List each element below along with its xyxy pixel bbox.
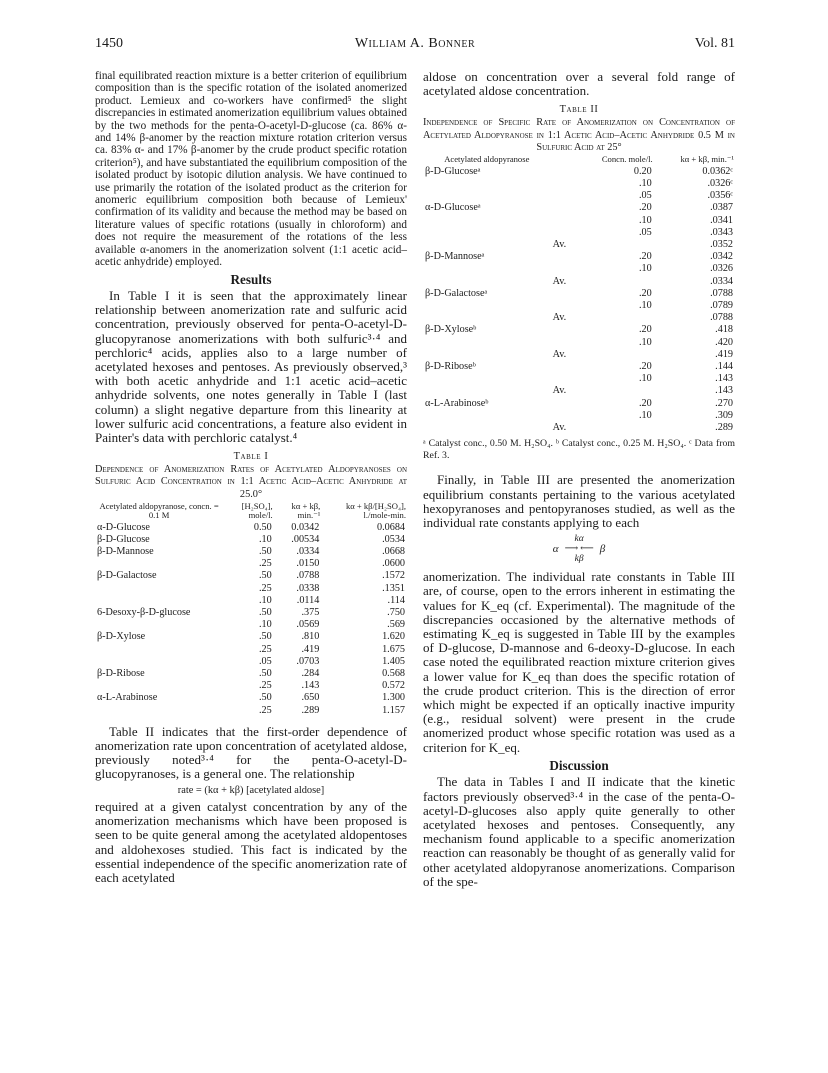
table-cell: .270: [715, 397, 733, 409]
table-cell: .0150: [296, 558, 320, 570]
table-cell: β-D-Ribose: [97, 667, 145, 679]
table-header-cell: kα + kβ, min.⁻¹: [291, 500, 321, 520]
table-cell: [95, 558, 223, 570]
table-header-cell: [551, 155, 577, 166]
table-cell: .144: [715, 361, 733, 373]
table-cell: .0326ᶜ: [707, 177, 733, 189]
table-cell: 0.20: [633, 165, 652, 177]
table-cell: .10: [638, 373, 652, 385]
table-cell: .50: [258, 692, 272, 704]
table-cell: .420: [715, 336, 733, 348]
table-row: [95, 558, 407, 570]
table-cell: .418: [715, 324, 733, 336]
volume-label: Vol. 81: [694, 36, 735, 51]
table-cell: [423, 373, 551, 385]
table-header-cell: Acetylated aldopyranose, concn. = 0.1 M: [99, 500, 219, 520]
discussion-heading: Discussion: [549, 757, 609, 773]
table2-label: Table II: [559, 104, 599, 116]
table-cell: .20: [638, 361, 652, 373]
table-cell: .375: [301, 606, 320, 618]
table-row: [95, 583, 407, 595]
table-cell: .0668: [382, 545, 405, 557]
table-cell: .0534: [382, 533, 405, 545]
table-cell: β-D-Glucose: [97, 533, 150, 545]
table-row: [423, 312, 735, 324]
rate-equation: rate = (kα + kβ) [acetylated aldose]: [177, 784, 325, 796]
table-cell: [551, 190, 577, 202]
table-cell: .114: [387, 594, 405, 606]
table-row: [95, 570, 407, 582]
table-cell: .143: [715, 373, 733, 385]
table-row: [423, 251, 735, 263]
table-cell: Av.: [552, 275, 567, 287]
page-number: 1450: [95, 36, 123, 51]
table-cell: .25: [258, 582, 272, 594]
table-cell: β-D-Mannoseᵃ: [425, 251, 485, 263]
table-cell: β-D-Galactose: [97, 570, 157, 582]
body-paragraph: required at a given catalyst concentration by any of the anomerization mechanisms which have been proposed is seen to be quite general among the acetylated aldopentoses and aldohexoses studied. This fact is indicated by the essential independence of the specific anomerization rate of each acetylated: [95, 798, 407, 885]
table-cell: [576, 385, 653, 397]
table-row: [95, 644, 407, 656]
table-cell: .20: [638, 287, 652, 299]
table-cell: [423, 300, 551, 312]
table-cell: .309: [715, 409, 733, 421]
table2-title: Independence of Specific Rate of Anomerization on Concentration of Acetylated Aldopyranose in 1:1 Acetic Acid–Acetic Anhydride 0.5 M in Sulfuric Acid at 25°: [423, 117, 735, 154]
table-cell: Av.: [552, 422, 567, 434]
table-cell: .10: [638, 177, 652, 189]
table-row: [95, 668, 407, 680]
beta-anomer: β: [599, 543, 606, 556]
table-row: [95, 692, 407, 704]
table-cell: [551, 398, 577, 410]
table-cell: .50: [258, 545, 272, 557]
body-paragraph: final equilibrated reaction mixture is a better criterion of equilibrium composition than is the specific rotation of the isolated anomerized product. Lemieux and co-workers have confirmed⁵ the slight discrepancies in estimated anomerization equilibrium values obtained by the two methods for the penta-O-acetyl-D-glucose (ca. 86% α- and 14% β-anomer by the reaction mixture rotation criterion versus ca. 83% α- and 17% β-anomer by the crude product specific rotation criterion⁵), and have substantiated the equilibrium composition of the isolated product by isotopic dilution analysis. We have continued to use primarily the rotation of the isolated product as the criterion for anomeric equilibrium composition both because of Lemieux' confirmation of its validity and because the method may be based on literature values of specific rotations (usually in chloroform) and does not require the measurement of the rotations of the less available α-anomers in the anomerization solvent (1:1 acetic acid–acetic anhydride) employed.: [95, 70, 407, 269]
table-cell: Av.: [552, 239, 567, 250]
table-row: [423, 166, 735, 178]
table-row: [423, 373, 735, 385]
table-cell: β-D-Riboseᵇ: [425, 361, 476, 373]
table-cell: .419: [301, 643, 320, 655]
table-cell: β-D-Xylose: [97, 631, 146, 643]
table-cell: .0703: [296, 655, 320, 667]
table-cell: .289: [301, 704, 320, 716]
table-cell: [423, 239, 551, 251]
table-cell: [95, 583, 223, 595]
table-row: [423, 202, 735, 214]
body-paragraph: In Table I it is seen that the approximately linear relationship between anomerization rate and sulfuric acid concentration, previously observed for penta-O-acetyl-D-glucopyranose anomerizations with both sulfuric³·⁴ and perchloric⁴ acids, applies also to a large number of acetylated hexoses and pentoses. As previously observed,³ with both acetic anhydride and 1:1 acetic acid–acetic anhydride solvents, one notes generally in Table I (last column) a slight negative departure from this linearity at lower sulfuric acid concentrations, a feature also evident in Painter's data with perchloric catalyst.⁴: [95, 287, 407, 445]
table-cell: .0341: [710, 214, 733, 226]
table-row: [95, 595, 407, 607]
table-row: [95, 631, 407, 643]
table-cell: .20: [638, 202, 652, 214]
table-cell: .143: [715, 385, 733, 397]
table-cell: [551, 373, 577, 385]
table-cell: 6-Desoxy-β-D-glucose: [97, 606, 191, 618]
table-cell: [551, 300, 577, 312]
table-cell: [423, 349, 551, 361]
table-cell: 0.572: [382, 680, 405, 692]
table-row: [95, 680, 407, 692]
left-column: [95, 70, 407, 885]
table-row: [423, 324, 735, 336]
table-cell: .10: [638, 409, 652, 421]
equilibrium-arrow-icon: ⟶ ⟵: [564, 544, 594, 555]
running-header: [95, 36, 735, 56]
table1: [95, 502, 407, 717]
table-cell: .0114: [296, 594, 320, 606]
table-cell: α-D-Glucoseᵃ: [425, 202, 481, 214]
results-heading: Results: [230, 271, 272, 287]
table-cell: α-D-Glucose: [97, 521, 150, 533]
table-cell: .0334: [296, 545, 320, 557]
body-paragraph: Table II indicates that the first-order dependence of anomerization rate upon concentration of acetylated aldose, previously noted³·⁴ for the penta-O-acetyl-D-glucopyranoses, is a general one. The relationship: [95, 723, 407, 782]
table-row: [95, 607, 407, 619]
table-cell: .10: [638, 336, 652, 348]
table-cell: 1.300: [382, 692, 405, 704]
table-cell: 1.405: [382, 655, 405, 667]
table-row: [423, 422, 735, 434]
table-cell: β-D-Mannose: [97, 545, 154, 557]
table-cell: [576, 276, 653, 288]
table-cell: [423, 385, 551, 397]
table-cell: .10: [258, 619, 272, 631]
table-cell: .750: [387, 606, 405, 618]
table-cell: .0343: [710, 226, 733, 238]
table-cell: .0342: [710, 251, 733, 263]
table-cell: .10: [638, 263, 652, 275]
table-cell: [551, 202, 577, 214]
table-cell: [95, 619, 223, 631]
table-cell: .50: [258, 631, 272, 643]
table-cell: [95, 680, 223, 692]
table2-footnote: ᵃ Catalyst conc., 0.50 M. H₂SO₄. ᵇ Catalyst conc., 0.25 M. H₂SO₄. ᶜ Data from Ref. 3.: [423, 438, 735, 461]
table-cell: [423, 422, 551, 434]
table-cell: .650: [301, 692, 320, 704]
table-cell: .0334: [710, 275, 733, 287]
table-cell: 1.157: [382, 704, 405, 716]
table-cell: .0356ᶜ: [707, 190, 733, 202]
anomerization-scheme: [423, 534, 735, 564]
table-cell: .20: [638, 324, 652, 336]
table-cell: .143: [301, 680, 320, 692]
table-cell: [95, 644, 223, 656]
table-cell: .1351: [382, 582, 405, 594]
table-cell: .284: [301, 667, 320, 679]
table-cell: .0569: [296, 619, 320, 631]
table-cell: α-L-Arabinose: [97, 692, 158, 704]
table-cell: .50: [258, 570, 272, 582]
table-cell: .25: [258, 704, 272, 716]
table-cell: [423, 190, 551, 202]
table-cell: [576, 239, 653, 251]
table-cell: [551, 215, 577, 227]
table-cell: β-D-Glucoseᵃ: [425, 165, 481, 177]
table-cell: [551, 337, 577, 349]
table-cell: [551, 178, 577, 190]
table-cell: .0326: [710, 263, 733, 275]
table2-caption: [423, 104, 735, 154]
table-row: [423, 410, 735, 422]
table-row: [95, 546, 407, 558]
table-cell: .1572: [382, 570, 405, 582]
table-row: [423, 385, 735, 397]
table-cell: 1.620: [382, 631, 405, 643]
table-cell: [551, 251, 577, 263]
table-cell: [95, 656, 223, 668]
table-cell: .50: [258, 667, 272, 679]
table-row: [423, 239, 735, 251]
table-cell: .0338: [296, 582, 320, 594]
table-row: [423, 361, 735, 373]
right-column: [423, 70, 735, 889]
table-row: [95, 619, 407, 631]
table-cell: [551, 263, 577, 275]
table-cell: .569: [387, 619, 405, 631]
table-cell: α-L-Arabinoseᵇ: [425, 397, 489, 409]
k-beta-label: kβ: [574, 554, 584, 565]
table-cell: [551, 288, 577, 300]
k-alpha-label: kα: [574, 534, 584, 545]
table-cell: Av.: [552, 348, 567, 360]
body-paragraph: anomerization. The individual rate constants in Table III are, of course, open to the errors inherent in estimating the values for K_eq (cf. Experimental). The magnitude of the discrepancies occasioned by the alternative methods of estimating K_eq is suggested in Table III by the examples of D-glucose, D-mannose and 6-deoxy-D-glucose. In each case noted the equilibrated reaction mixture criterion gives a lower value for K_eq than does the specific rotation of the crude product criterion. This is the direction of error which might be expected if an optically inactive impurity (e.g., residual solvent) were present in the crude anomerized product whose specific rotation was used as a criterion for K_eq.: [423, 569, 735, 755]
table-row: [423, 398, 735, 410]
table-cell: .0789: [710, 300, 733, 312]
table-cell: [551, 324, 577, 336]
table-row: [423, 337, 735, 349]
table-row: [423, 215, 735, 227]
table-cell: [423, 312, 551, 324]
table-cell: .419: [715, 348, 733, 360]
table-cell: .810: [301, 631, 320, 643]
table-cell: .10: [638, 300, 652, 312]
table-cell: β-D-Xyloseᵇ: [425, 324, 477, 336]
table-cell: [576, 312, 653, 324]
table-cell: 0.50: [253, 521, 272, 533]
table-cell: .0600: [382, 558, 405, 570]
table-header-cell: Concn. mole/l.: [601, 153, 653, 164]
table-cell: .05: [258, 655, 272, 667]
table-cell: [423, 276, 551, 288]
table-row: [423, 288, 735, 300]
table-cell: .05: [638, 190, 652, 202]
table-row: [95, 522, 407, 534]
table-cell: Av.: [552, 312, 567, 324]
table1-label: Table I: [233, 451, 269, 463]
table-row: [423, 190, 735, 202]
table2: [423, 155, 735, 434]
table-cell: 1.675: [382, 643, 405, 655]
table-row: [423, 178, 735, 190]
table-cell: .50: [258, 606, 272, 618]
table-cell: .0352: [710, 239, 733, 250]
table-row: [423, 227, 735, 239]
table-cell: .0788: [296, 570, 320, 582]
equilibrium-arrows: [565, 534, 594, 564]
table1-caption: [95, 451, 407, 501]
table-cell: [423, 227, 551, 239]
table-cell: [551, 227, 577, 239]
table-cell: 0.568: [382, 667, 405, 679]
table-cell: Av.: [552, 385, 567, 397]
table-header-cell: kα + kβ, min.⁻¹: [680, 153, 734, 164]
body-paragraph: The data in Tables I and II indicate that the kinetic factors previously observed³·⁴ in the case of the penta-O-acetyl-D-glucoses also apply quite generally to other acetylated hexoses and pentoses. Consequently, any mechanism found applicable to a specific anomerization reaction can reasonably be thought of as generally valid for other acetylated aldopyranose anomerizations. Comparison of the spe-: [423, 774, 735, 889]
table-cell: [576, 349, 653, 361]
table-cell: .0788: [710, 287, 733, 299]
table-cell: [423, 178, 551, 190]
table-cell: .25: [258, 558, 272, 570]
table-cell: 0.0684: [376, 521, 405, 533]
body-paragraph: aldose on concentration over a several fold range of acetylated aldose concentration.: [423, 69, 735, 99]
table-cell: .05: [638, 226, 652, 238]
table-cell: .10: [258, 594, 272, 606]
table-cell: .0387: [710, 202, 733, 214]
table-cell: .0788: [710, 312, 733, 324]
table-cell: .00534: [291, 533, 320, 545]
body-paragraph: Finally, in Table III are presented the anomerization equilibrium constants pertaining to the various acetylated hexopyranoses and pentopyranoses studied, as well as the individual rate constants applying to each: [423, 472, 735, 531]
table-cell: 0.0362ᶜ: [702, 165, 733, 177]
table-row: [95, 705, 407, 717]
alpha-anomer: α: [552, 543, 559, 556]
running-author: William A. Bonner: [354, 36, 476, 51]
table-cell: [576, 422, 653, 434]
table1-title: Dependence of Anomerization Rates of Acetylated Aldopyranoses on Sulfuric Acid Concentration in 1:1 Acetic Acid–Acetic Anhydride at 25.0°: [95, 463, 407, 500]
table-row: [95, 656, 407, 668]
table-cell: [551, 361, 577, 373]
table-cell: β-D-Galactoseᵃ: [425, 287, 488, 299]
table-cell: [95, 705, 223, 717]
table-cell: .10: [258, 533, 272, 545]
table-cell: [95, 595, 223, 607]
table-row: [423, 263, 735, 275]
table-cell: [423, 215, 551, 227]
table-cell: .20: [638, 397, 652, 409]
table-cell: [423, 410, 551, 422]
table-row: [423, 300, 735, 312]
table-row: [423, 349, 735, 361]
table-cell: [551, 166, 577, 178]
table-cell: [423, 337, 551, 349]
table-row: [95, 534, 407, 546]
table-cell: .20: [638, 251, 652, 263]
table-header-cell: kα + kβ/[H₂SO₄], l./mole-min.: [345, 500, 406, 520]
table-cell: .289: [715, 422, 733, 434]
table-cell: .25: [258, 643, 272, 655]
table-row: [423, 276, 735, 288]
table-header-cell: Acetylated aldopyranose: [444, 153, 530, 164]
table-header-cell: [H₂SO₄], mole/l.: [241, 500, 273, 520]
table-cell: .10: [638, 214, 652, 226]
table-cell: [423, 263, 551, 275]
table-cell: [551, 410, 577, 422]
table-cell: 0.0342: [291, 521, 320, 533]
table-cell: .25: [258, 680, 272, 692]
